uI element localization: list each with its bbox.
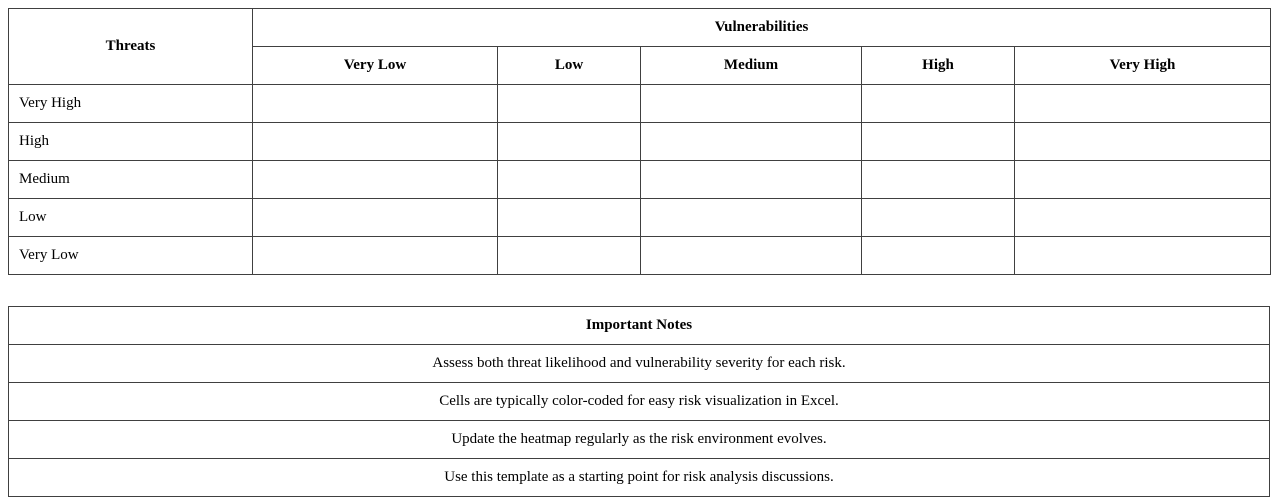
vulnerabilities-header: Vulnerabilities	[253, 9, 1271, 47]
heatmap-cell	[1015, 85, 1271, 123]
heatmap-cell	[641, 199, 862, 237]
table-row	[9, 237, 1271, 275]
heatmap-cell	[862, 199, 1015, 237]
table-row	[9, 161, 1271, 199]
table-row	[9, 85, 1271, 123]
heatmap-cell	[253, 237, 498, 275]
row-label-very-high: Very High	[9, 85, 253, 123]
note-item: Update the heatmap regularly as the risk environment evolves.	[9, 421, 1270, 459]
table-row	[9, 459, 1270, 497]
note-item: Cells are typically color-coded for easy risk visualization in Excel.	[9, 383, 1270, 421]
note-item: Use this template as a starting point for risk analysis discussions.	[9, 459, 1270, 497]
risk-heatmap-table	[8, 8, 1271, 275]
heatmap-cell	[498, 199, 641, 237]
heatmap-cell	[862, 161, 1015, 199]
heatmap-cell	[641, 85, 862, 123]
heatmap-cell	[1015, 199, 1271, 237]
heatmap-cell	[1015, 123, 1271, 161]
heatmap-cell	[1015, 161, 1271, 199]
table-row	[9, 199, 1271, 237]
table-row	[9, 421, 1270, 459]
important-notes-table	[8, 306, 1270, 497]
heatmap-cell	[641, 237, 862, 275]
heatmap-cell	[641, 123, 862, 161]
heatmap-cell	[253, 161, 498, 199]
heatmap-cell	[498, 123, 641, 161]
table-row	[9, 345, 1270, 383]
heatmap-cell	[862, 123, 1015, 161]
heatmap-cell	[1015, 237, 1271, 275]
row-label-low: Low	[9, 199, 253, 237]
heatmap-cell	[253, 85, 498, 123]
heatmap-cell	[862, 237, 1015, 275]
row-label-high: High	[9, 123, 253, 161]
heatmap-cell	[862, 85, 1015, 123]
column-header-high: High	[862, 47, 1015, 85]
heatmap-cell	[498, 237, 641, 275]
threats-header: Threats	[9, 9, 253, 85]
column-header-very-low: Very Low	[253, 47, 498, 85]
table-row	[9, 123, 1271, 161]
row-label-medium: Medium	[9, 161, 253, 199]
table-row	[9, 383, 1270, 421]
heatmap-cell	[641, 161, 862, 199]
heatmap-cell	[498, 85, 641, 123]
heatmap-cell	[253, 199, 498, 237]
heatmap-cell	[253, 123, 498, 161]
note-item: Assess both threat likelihood and vulnerability severity for each risk.	[9, 345, 1270, 383]
heatmap-cell	[498, 161, 641, 199]
row-label-very-low: Very Low	[9, 237, 253, 275]
column-header-low: Low	[498, 47, 641, 85]
notes-title: Important Notes	[9, 307, 1270, 345]
column-header-very-high: Very High	[1015, 47, 1271, 85]
column-header-medium: Medium	[641, 47, 862, 85]
